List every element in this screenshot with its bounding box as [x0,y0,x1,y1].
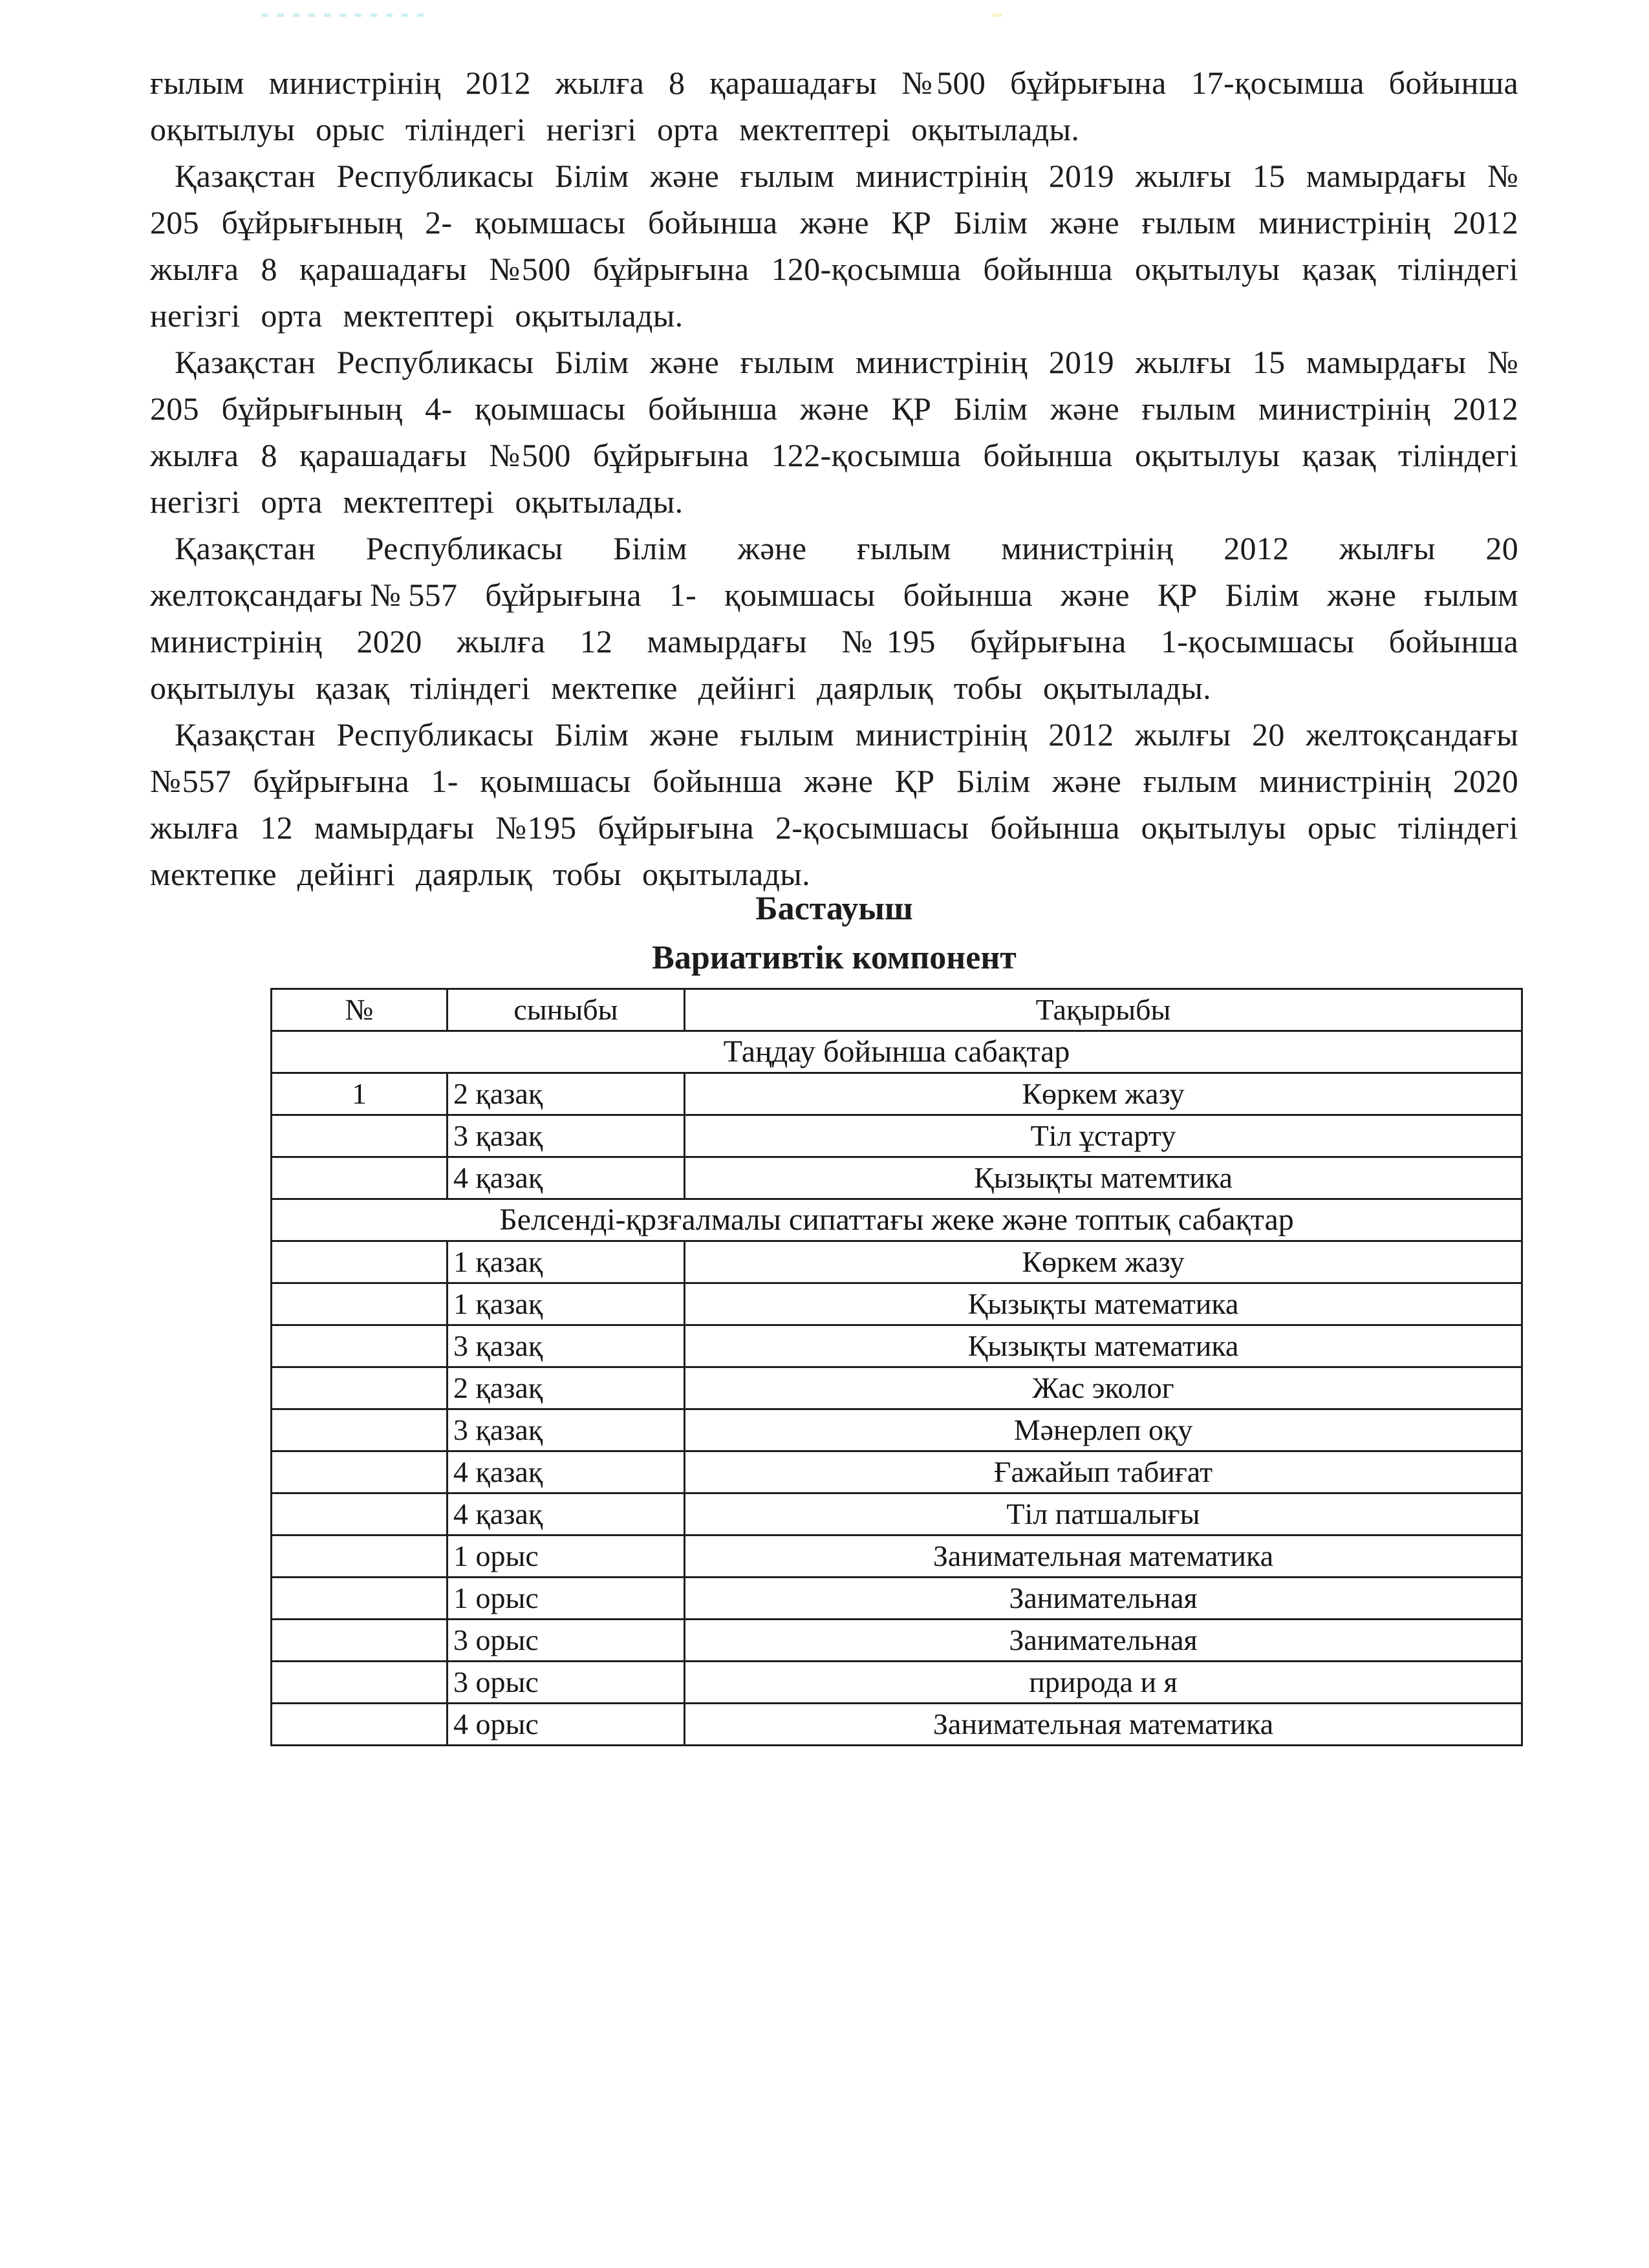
cell-num [272,1620,447,1662]
cell-class: 4 қазақ [447,1451,685,1493]
cell-num [272,1662,447,1704]
cell-num [272,1493,447,1535]
table-row [272,1241,1522,1283]
table-row [272,1157,1522,1199]
table-row [272,1073,1522,1115]
cell-topic: Қызықты математика [685,1325,1522,1367]
section-row [272,1031,1522,1073]
cell-num [272,1451,447,1493]
cell-topic: Мәнерлеп оқу [685,1409,1522,1451]
cell-class: 1 қазақ [447,1241,685,1283]
cell-class: 3 қазақ [447,1115,685,1157]
cell-class: 3 орыс [447,1620,685,1662]
cell-topic: Жас эколог [685,1367,1522,1409]
table-row [272,1325,1522,1367]
cell-topic: природа и я [685,1662,1522,1704]
table-row [272,1115,1522,1157]
paragraph: Қазақстан Республикасы Білім және ғылым министрінің 2019 жылғы 15 мамырдағы № 205 бұйрығының 4- қоымшасы бойынша және ҚР Білім және ғылым министрінің 2012 жылға 8 қарашадағы №500 бұйрығына 122-қосымша бойынша оқытылуы қазақ тіліндегі негізгі орта мектептері оқытылады. [150,344,1518,520]
section-title: Белсенді-қрзғалмалы сипаттағы жеке және топтық сабақтар [272,1199,1522,1241]
cell-num [272,1409,447,1451]
table-row [272,1367,1522,1409]
body-text-block [150,59,1518,897]
cell-num [272,1241,447,1283]
cell-num [272,1578,447,1620]
cell-class: 1 қазақ [447,1283,685,1325]
paragraph: ғылым министрінің 2012 жылға 8 қарашадағы №500 бұйрығына 17-қосымша бойынша оқытылуы орыс тіліндегі негізгі орта мектептері оқытылады. [150,65,1518,147]
paragraph: Қазақстан Республикасы Білім және ғылым министрінің 2019 жылғы 15 мамырдағы № 205 бұйрығының 2- қоымшасы бойынша және ҚР Білім және ғылым министрінің 2012 жылға 8 қарашадағы №500 бұйрығына 120-қосымша бойынша оқытылуы қазақ тіліндегі негізгі орта мектептері оқытылады. [150,158,1518,334]
section-headings [150,884,1518,983]
cell-class: 3 қазақ [447,1409,685,1451]
paragraph: Қазақстан Республикасы Білім және ғылым министрінің 2012 жылғы 20 желтоқсандағы№557 бұйрығына 1- қоымшасы бойынша және ҚР Білім және ғылым министрінің 2020 жылға 12 мамырдағы №195 бұйрығына 1-қосымшасы бойынша оқытылуы қазақ тіліндегі мектепке дейінгі даярлық тобы оқытылады. [150,530,1518,706]
cell-topic: Занимательная математика [685,1535,1522,1578]
table-row [272,1578,1522,1620]
cell-num [272,1283,447,1325]
header-topic: Тақырыбы [685,989,1522,1031]
scan-artifact-dashes [262,14,424,17]
cell-topic: Тіл патшалығы [685,1493,1522,1535]
paragraph: Қазақстан Республикасы Білім және ғылым министрінің 2012 жылғы 20 желтоқсандағы №557 бұйрығына 1- қоымшасы бойынша және ҚР Білім және ғылым министрінің 2020 жылға 12 мамырдағы №195 бұйрығына 2-қосымшасы бойынша оқытылуы орыс тіліндегі мектепке дейінгі даярлық тобы оқытылады. [150,716,1518,892]
table-row [272,1662,1522,1704]
table-row [272,1493,1522,1535]
cell-num [272,1704,447,1746]
cell-topic: Тіл ұстарту [685,1115,1522,1157]
cell-class: 3 қазақ [447,1325,685,1367]
cell-topic: Көркем жазу [685,1241,1522,1283]
table-row [272,1535,1522,1578]
cell-class: 2 қазақ [447,1367,685,1409]
cell-num [272,1367,447,1409]
table-row [272,1409,1522,1451]
cell-num: 1 [272,1073,447,1115]
cell-num [272,1535,447,1578]
section-row [272,1199,1522,1241]
cell-topic: Қызықты математика [685,1283,1522,1325]
table-row [272,1283,1522,1325]
cell-class: 1 орыс [447,1535,685,1578]
header-number: № [272,989,447,1031]
table-row [272,1451,1522,1493]
cell-num [272,1115,447,1157]
cell-topic: Қызықты матемтика [685,1157,1522,1199]
cell-class: 4 қазақ [447,1157,685,1199]
heading-bastauysh: Бастауыш [755,890,913,927]
cell-class: 1 орыс [447,1578,685,1620]
cell-topic: Занимательная [685,1620,1522,1662]
header-class: сыныбы [447,989,685,1031]
heading-variative-component: Вариативтік компонент [652,939,1017,976]
table-row [272,1620,1522,1662]
cell-num [272,1325,447,1367]
variative-component-table [270,988,1523,1746]
cell-class: 4 орыс [447,1704,685,1746]
cell-topic: Занимательная математика [685,1704,1522,1746]
cell-topic: Көркем жазу [685,1073,1522,1115]
section-title: Таңдау бойынша сабақтар [272,1031,1522,1073]
scan-artifact-dot [993,14,1002,17]
cell-class: 4 қазақ [447,1493,685,1535]
cell-topic: Ғажайып табиғат [685,1451,1522,1493]
table-row [272,1704,1522,1746]
cell-num [272,1157,447,1199]
cell-topic: Занимательная [685,1578,1522,1620]
cell-class: 3 орыс [447,1662,685,1704]
table-header-row [272,989,1522,1031]
cell-class: 2 қазақ [447,1073,685,1115]
